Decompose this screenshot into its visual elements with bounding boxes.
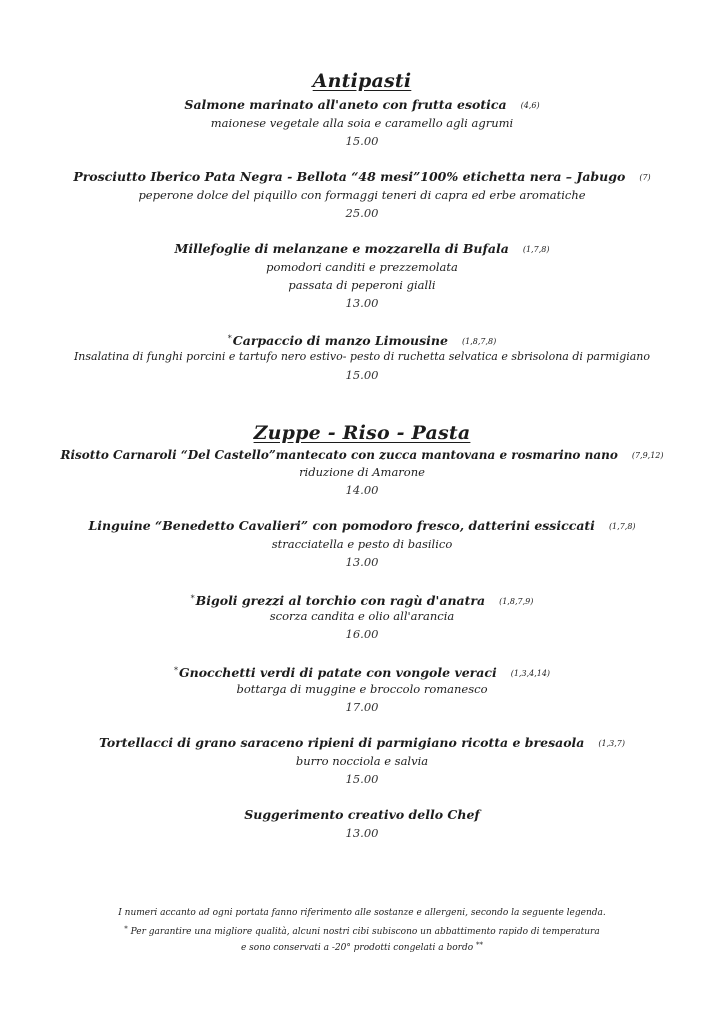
frozen-marker: * — [173, 666, 178, 675]
dish-description: bottarga di muggine e broccolo romanesco — [236, 682, 488, 696]
allergen-codes: (1,8,7,8) — [461, 337, 497, 346]
dish-price: 15.00 — [345, 772, 379, 786]
double-star-marker: ** — [476, 941, 483, 949]
section-title-primi: Zuppe - Riso - Pasta — [253, 422, 471, 444]
frozen-marker: * — [190, 594, 195, 603]
frozen-note-text: e sono conservati a -20° prodotti congelati a bordo — [240, 943, 476, 953]
dish-price: 25.00 — [345, 206, 379, 220]
frozen-marker: * — [124, 925, 128, 933]
allergen-codes: (1,7,8) — [608, 522, 636, 531]
frozen-note-text: Per garantire una migliore qualità, alcuni nostri cibi subiscono un abbattimento rapido di temperatura — [127, 927, 600, 937]
dish-price: 13.00 — [345, 296, 379, 310]
dish-name — [0, 517, 724, 536]
dish-title: Prosciutto Iberico Pata Negra - Bellota “48 mesi”100% etichetta nera – Jabugo — [73, 169, 626, 184]
dish-title: Millefoglie di melanzane e mozzarella di Bufala — [174, 241, 509, 256]
dish-price: 13.00 — [345, 555, 379, 569]
dish-title: Risotto Carnaroli “Del Castello”mantecato con zucca mantovana e rosmarino nano — [60, 448, 618, 462]
dish-name — [0, 96, 724, 115]
dish-title: Gnocchetti verdi di patate con vongole veraci — [178, 665, 497, 680]
dish-description: Insalatina di funghi porcini e tartufo nero estivo- pesto di ruchetta selvatica e sbrisolona di parmigiano — [73, 350, 651, 363]
dish-price: 13.00 — [345, 826, 379, 840]
allergen-codes: (1,7,8) — [522, 245, 550, 254]
allergen-codes: (1,3,7) — [598, 739, 625, 748]
dish-description: peperone dolce del piquillo con formaggi teneri di capra ed erbe aromatiche — [138, 188, 586, 202]
dish-name — [0, 734, 724, 753]
dish-name — [0, 168, 724, 187]
dish-price: 15.00 — [345, 134, 379, 148]
dish-price: 16.00 — [345, 627, 379, 641]
allergen-codes: (1,8,7,9) — [499, 597, 534, 606]
dish-name — [0, 240, 724, 259]
frozen-marker: * — [227, 334, 232, 343]
dish-name — [0, 806, 724, 824]
dish-description: riduzione di Amarone — [299, 465, 425, 479]
dish-description: burro nocciola e salvia — [295, 754, 429, 768]
dish-title: Suggerimento creativo dello Chef — [244, 807, 480, 822]
allergen-codes: (7,9,12) — [631, 451, 664, 460]
dish-price: 17.00 — [345, 700, 379, 714]
frozen-note — [0, 922, 724, 939]
dish-description: passata di peperoni gialli — [288, 278, 436, 292]
dish-price: 15.00 — [345, 368, 379, 382]
frozen-note-continued — [0, 938, 724, 955]
dish-description: scorza candita e olio all'arancia — [269, 609, 455, 623]
dish-description: maionese vegetale alla soia e caramello agli agrumi — [210, 116, 514, 130]
dish-title: Linguine “Benedetto Cavalieri” con pomodoro fresco, datterini essiccati — [88, 518, 595, 533]
dish-description: pomodori canditi e prezzemolata — [266, 260, 458, 274]
dish-price: 14.00 — [345, 483, 379, 497]
allergen-legend-note: I numeri accanto ad ogni portata fanno riferimento alle sostanze e allergeni, secondo la seguente legenda. — [118, 908, 606, 918]
allergen-codes: (7) — [639, 173, 651, 182]
dish-title: Tortellacci di grano saraceno ripieni di parmigiano ricotta e bresaola — [98, 735, 585, 750]
allergen-codes: (1,3,4,14) — [510, 669, 551, 678]
dish-title: Salmone marinato all'aneto con frutta esotica — [184, 97, 507, 112]
section-title-antipasti: Antipasti — [312, 70, 412, 92]
dish-title: Bigoli grezzi al torchio con ragù d'anatra — [195, 593, 486, 608]
dish-description: stracciatella e pesto di basilico — [271, 537, 453, 551]
dish-title: Carpaccio di manzo Limousine — [232, 333, 448, 348]
allergen-codes: (4,6) — [520, 101, 540, 110]
